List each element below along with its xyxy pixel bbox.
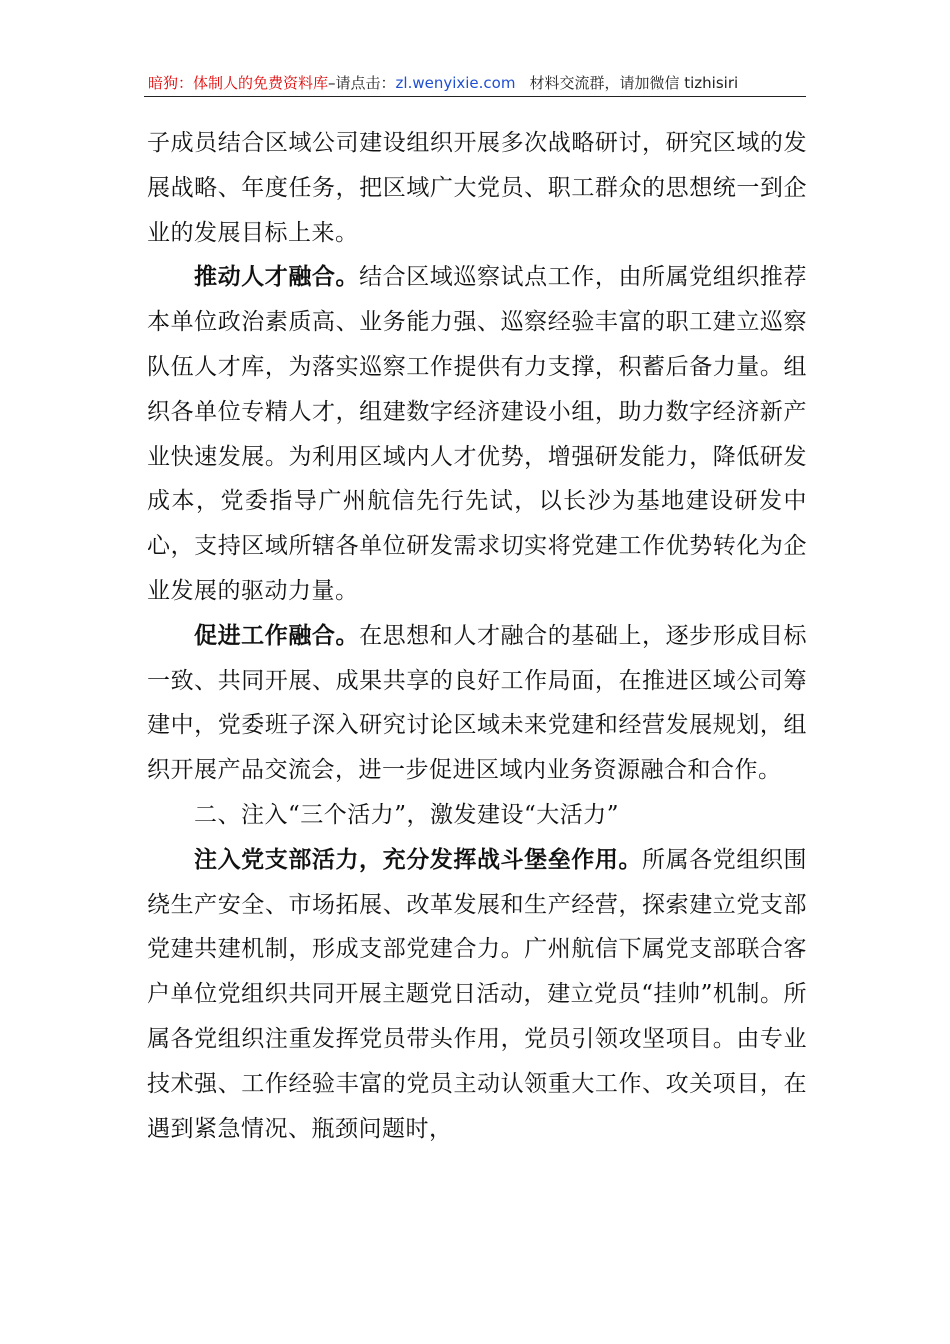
header-click-prompt: –请点击： xyxy=(328,74,396,92)
page-header xyxy=(148,72,804,94)
paragraph-text: 所属各党组织围绕生产安全、市场拓展、改革发展和生产经营，探索建立党支部党建共建机制，形成支部党建合力。广州航信下属党支部联合客户单位党组织共同开展主题党日活动，建立党员“挂帅”机制。所属各党组织注重发挥党员带头作用，党员引领攻坚项目。由专业技术强、工作经验丰富的党员主动认领重大工作、攻关项目，在遇到紧急情况、瓶颈问题时， xyxy=(147,846,808,1142)
header-url-link[interactable]: zl.wenyixie.com xyxy=(395,74,516,92)
paragraph-1: 子成员结合区域公司建设组织开展多次战略研讨，研究区域的发展战略、年度任务，把区域广大党员、职工群众的思想统一到企业的发展目标上来。 xyxy=(147,130,807,246)
header-divider xyxy=(144,96,806,97)
paragraph-branch-vitality xyxy=(147,838,807,1152)
paragraph-work-integration xyxy=(147,614,807,793)
paragraph-lead: 注入党支部活力，充分发挥战斗堡垒作用。 xyxy=(194,846,643,873)
section-heading: 二、注入“三个活力”，激发建设“大活力” xyxy=(194,801,620,828)
paragraph-text: 在思想和人才融合的基础上，逐步形成目标一致、共同开展、成果共享的良好工作局面，在推进区域公司筹建中，党委班子深入研究讨论区域未来党建和经营发展规划，组织开展产品交流会，进一步促进区域内业务资源融合和合作。 xyxy=(147,622,808,784)
paragraph-text: 结合区域巡察试点工作，由所属党组织推荐本单位政治素质高、业务能力强、巡察经验丰富的职工建立巡察队伍人才库，为落实巡察工作提供有力支撑，积蓄后备力量。组织各单位专精人才，组建数字经济建设小组，助力数字经济新产业快速发展。为利用区域内人才优势，增强研发能力，降低研发成本，党委指导广州航信先行先试，以长沙为基地建设研发中心，支持区域所辖各单位研发需求切实将党建工作优势转化为企业发展的驱动力量。 xyxy=(147,264,808,604)
document-body xyxy=(147,121,807,1151)
paragraph-lead: 推动人才融合。 xyxy=(194,264,360,291)
paragraph-talent-integration xyxy=(147,255,807,613)
paragraph-lead: 促进工作融合。 xyxy=(194,622,360,649)
header-contact: 材料交流群，请加微信 tizhisiri xyxy=(529,74,739,92)
header-brand: 暗狗：体制人的免费资料库 xyxy=(148,74,329,92)
